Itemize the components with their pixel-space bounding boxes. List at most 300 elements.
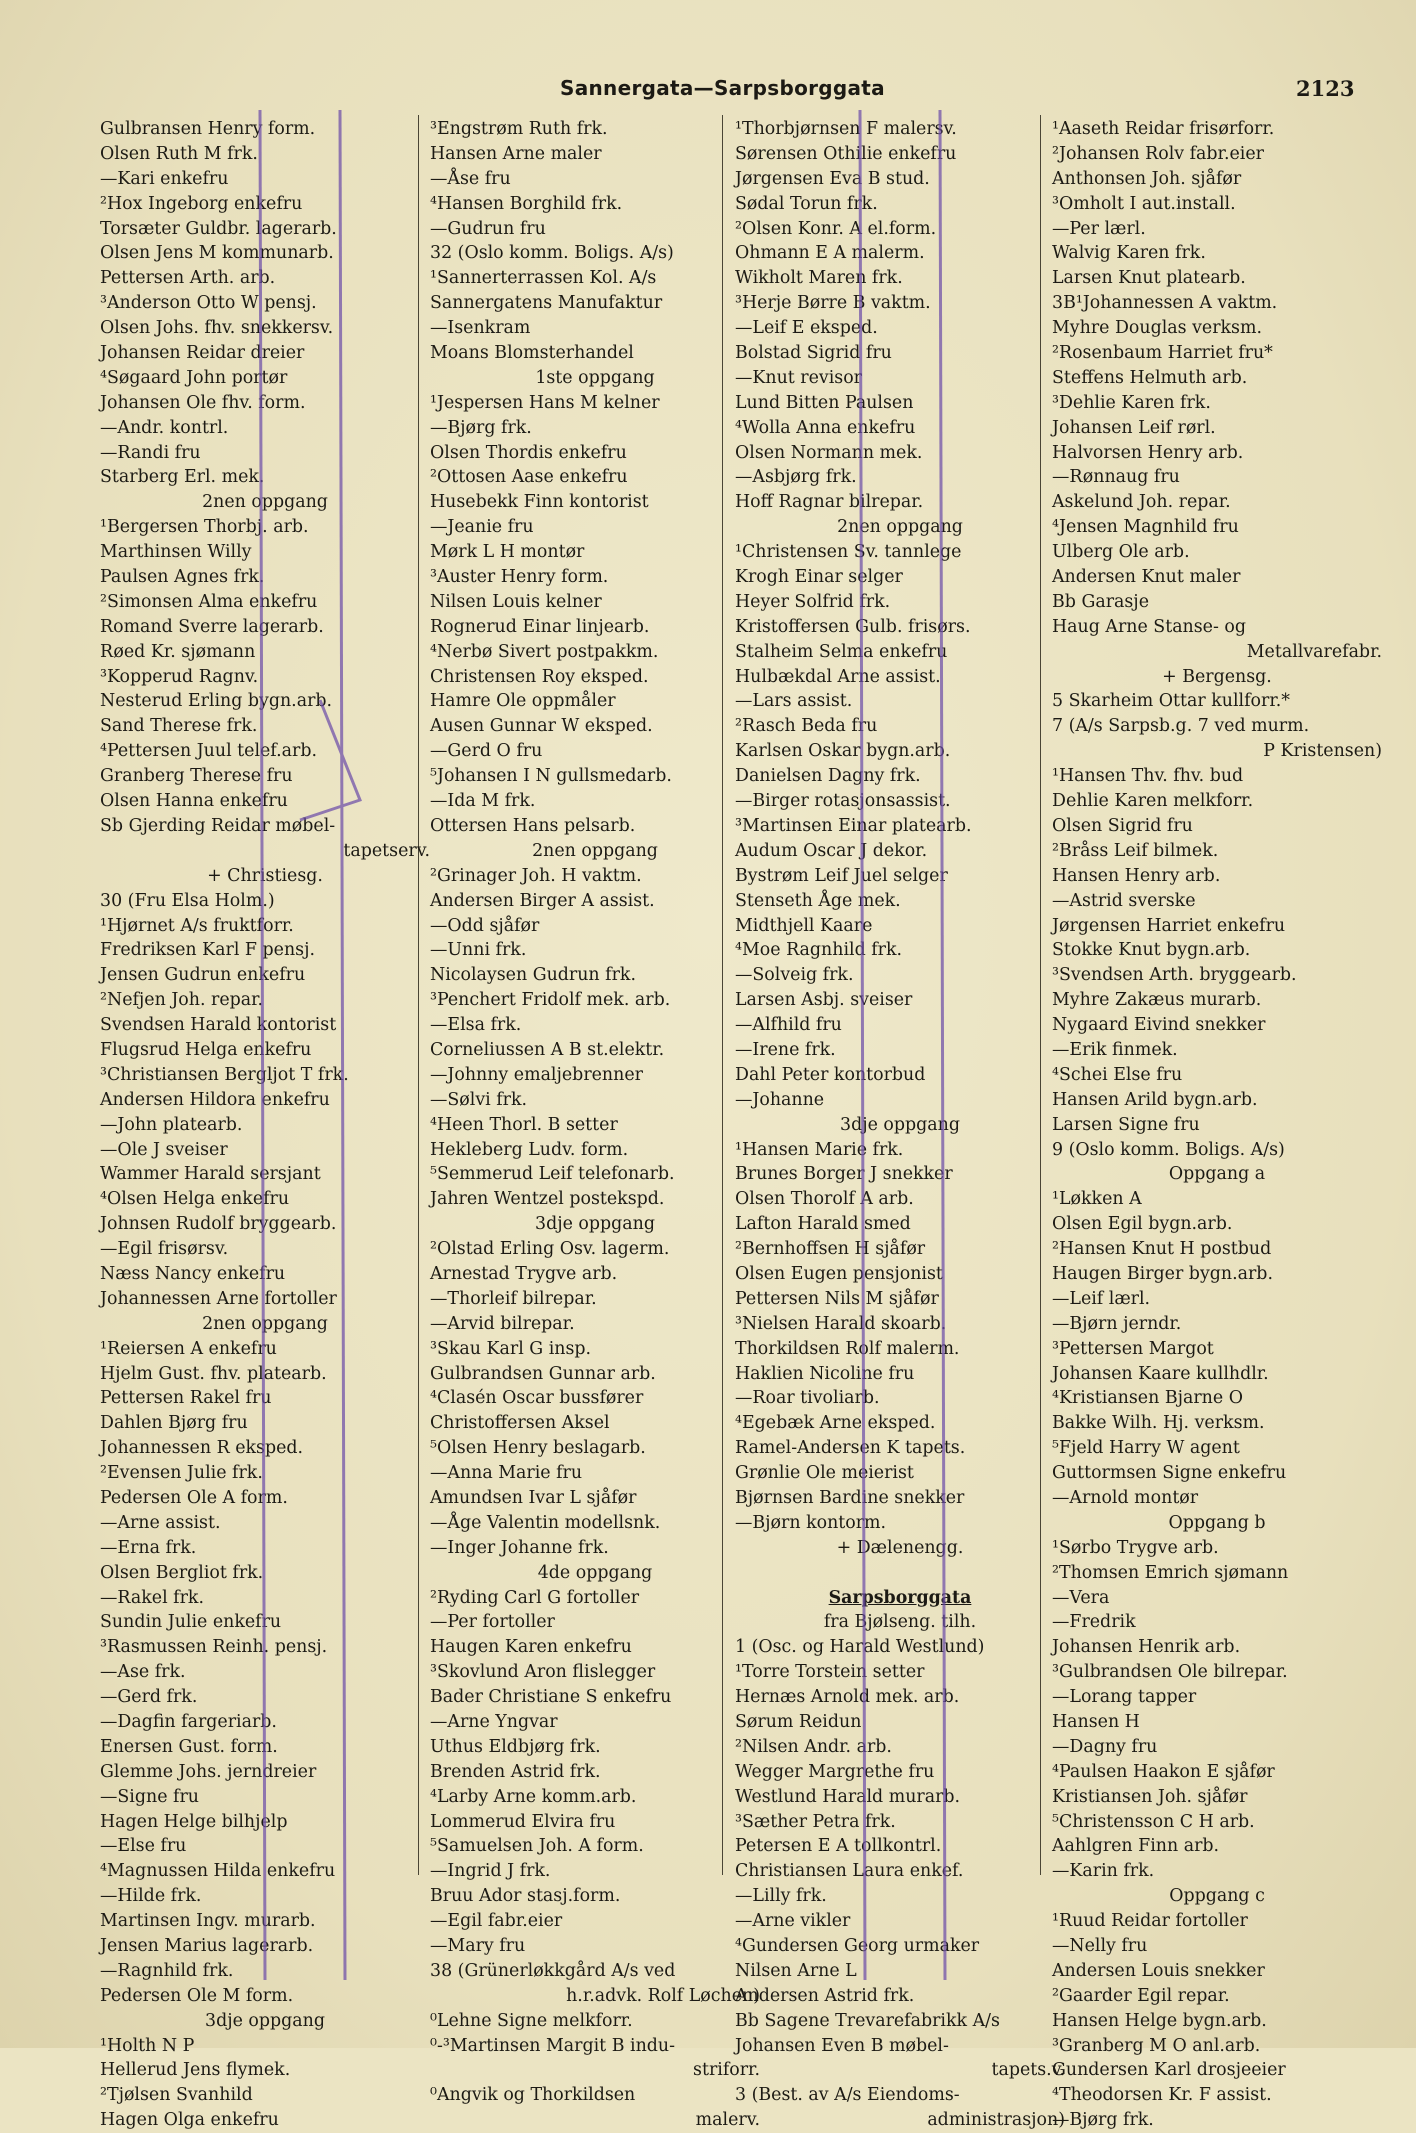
directory-entry: Rognerud Einar linjearb.: [430, 616, 650, 637]
directory-entry: ¹Thorbjørnsen F malersv.: [735, 119, 957, 139]
directory-entry: ¹Jespersen Hans M kelner: [430, 392, 660, 413]
directory-entry: Petersen E A tollkontrl.: [735, 1836, 942, 1857]
directory-entry: fra Bjølseng. tilh.: [823, 1612, 977, 1633]
directory-entry: ⁴Moe Ragnhild frk.: [735, 940, 903, 961]
directory-entry: Bb Garasje: [1052, 591, 1149, 612]
directory-entry: —Odd sjåfør: [430, 915, 540, 936]
directory-entry: —Nelly fru: [1052, 1936, 1148, 1957]
directory-entry: Sundin Julie enkefru: [100, 1612, 282, 1633]
directory-entry: Ohmann E A malerm.: [735, 243, 925, 264]
directory-column-4: [1052, 117, 1382, 2133]
directory-column-2: [430, 117, 760, 2133]
directory-entry: Haugen Birger bygn.arb.: [1052, 1263, 1273, 1284]
directory-entry: ²Hansen Knut H postbud: [1052, 1239, 1272, 1260]
directory-entry: Næss Nancy enkefru: [100, 1263, 286, 1284]
directory-entry: —Elsa frk.: [430, 1015, 522, 1036]
directory-entry: —Ida M frk.: [430, 791, 536, 812]
directory-entry: ⁴Theodorsen Kr. F assist.: [1052, 2085, 1272, 2106]
directory-entry: ³Penchert Fridolf mek. arb.: [430, 990, 671, 1011]
directory-entry: Westlund Harald murarb.: [735, 1786, 961, 1807]
directory-entry: ⁴Wolla Anna enkefru: [735, 417, 916, 438]
directory-entry: ²Bernhoffsen H sjåfør: [735, 1239, 926, 1260]
directory-entry: —Alfhild fru: [735, 1015, 842, 1036]
directory-entry: —Mary fru: [430, 1936, 526, 1957]
directory-entry: ³Omholt I aut.install.: [1052, 193, 1236, 214]
directory-entry: Stenseth Åge mek.: [735, 890, 901, 911]
directory-entry: ⁴Søgaard John portør: [100, 367, 288, 388]
directory-entry: striforr.: [693, 2060, 760, 2081]
directory-entry: Olsen Jens M kommunarb.: [100, 243, 334, 264]
directory-entry: Wammer Harald sersjant: [100, 1164, 321, 1185]
directory-entry: ³Kopperud Ragnv.: [100, 666, 259, 687]
directory-entry: —Johanne: [735, 1089, 825, 1110]
directory-entry: ⁵Samuelsen Joh. A form.: [430, 1836, 644, 1857]
directory-entry: Uthus Eldbjørg frk.: [430, 1736, 601, 1757]
directory-entry: Sørensen Othilie enkefru: [735, 143, 957, 164]
directory-entry: Karlsen Oskar bygn.arb.: [735, 741, 951, 762]
directory-entry: Andersen Astrid frk.: [735, 1985, 915, 2006]
directory-entry: Pettersen Nils M sjåfør: [735, 1288, 939, 1309]
directory-entry: Hansen Henry arb.: [1052, 865, 1221, 886]
directory-entry: Myhre Douglas verksm.: [1052, 318, 1263, 339]
directory-entry: Jensen Gudrun enkefru: [100, 965, 306, 986]
directory-entry: Sannergatens Manufaktur: [430, 293, 663, 314]
directory-entry: Marthinsen Willy: [100, 542, 252, 563]
directory-entry: Bakke Wilh. Hj. verksm.: [1052, 1413, 1265, 1434]
directory-entry: Hagen Helge bilhjelp: [100, 1811, 288, 1832]
directory-entry: —Leif E eksped.: [735, 318, 878, 339]
directory-entry: —Åse fru: [430, 168, 511, 189]
directory-entry: —Per fortoller: [430, 1612, 555, 1633]
directory-entry: ³Gulbrandsen Ole bilrepar.: [1052, 1662, 1288, 1683]
directory-entry: Hekleberg Ludv. form.: [430, 1139, 629, 1160]
directory-entry: 32 (Oslo komm. Boligs. A/s): [430, 243, 674, 264]
directory-entry: Sødal Torun frk.: [735, 193, 878, 214]
directory-entry: ⁴Kristiansen Bjarne O: [1052, 1388, 1243, 1409]
directory-entry: ¹Reiersen A enkefru: [100, 1338, 277, 1359]
directory-entry: Olsen Thordis enkefru: [430, 442, 627, 463]
directory-entry: ³Skau Karl G insp.: [430, 1338, 592, 1359]
street-heading: Sarpsborggata: [828, 1587, 972, 1608]
directory-entry: P Kristensen): [1263, 741, 1382, 762]
directory-entry: Krogh Einar selger: [735, 567, 903, 588]
directory-entry: administrasjon): [927, 2110, 1065, 2131]
directory-entry: Husebekk Finn kontorist: [430, 492, 649, 513]
directory-entry: Aahlgren Finn arb.: [1052, 1836, 1220, 1857]
directory-entry: ⁴Hansen Borghild frk.: [430, 193, 623, 214]
directory-entry: Bruu Ador stasj.form.: [430, 1886, 621, 1907]
directory-entry: ¹Sørbo Trygve arb.: [1052, 1537, 1219, 1558]
directory-entry: Danielsen Dagny frk.: [735, 766, 921, 787]
directory-entry: —Unni frk.: [430, 940, 527, 961]
directory-entry: ³Svendsen Arth. bryggearb.: [1052, 965, 1297, 986]
directory-entry: Hansen Arne maler: [430, 143, 602, 164]
directory-entry: —Arnold montør: [1052, 1487, 1199, 1508]
directory-entry: Halvorsen Henry arb.: [1052, 442, 1244, 463]
directory-entry: Torsæter Guldbr. lagerarb.: [100, 218, 337, 239]
pencil-marks: [240, 100, 440, 2000]
directory-entry: ³Sæther Petra frk.: [735, 1811, 896, 1832]
directory-entry: ³Pettersen Margot: [1052, 1338, 1214, 1359]
directory-entry: Pettersen Rakel fru: [100, 1388, 272, 1409]
directory-entry: Olsen Sigrid fru: [1052, 815, 1193, 836]
directory-entry: ⁴Paulsen Haakon E sjåfør: [1052, 1761, 1275, 1782]
directory-entry: 2nen oppgang: [202, 1313, 328, 1334]
directory-entry: Hamre Ole oppmåler: [430, 691, 616, 712]
directory-entry: Johansen Henrik arb.: [1052, 1637, 1241, 1658]
directory-entry: Larsen Asbj. sveiser: [735, 990, 913, 1011]
directory-entry: + Bergensg.: [1162, 666, 1272, 687]
directory-entry: ³Dehlie Karen frk.: [1052, 392, 1211, 413]
directory-entry: Pedersen Ole A form.: [100, 1487, 288, 1508]
directory-entry: Glemme Johs. jerndreier: [100, 1761, 317, 1782]
directory-entry: Corneliussen A B st.elektr.: [430, 1039, 665, 1060]
directory-entry: Wegger Margrethe fru: [735, 1761, 935, 1782]
directory-entry: ⁵Fjeld Harry W agent: [1052, 1438, 1240, 1459]
directory-entry: —Sølvi frk.: [430, 1089, 528, 1110]
directory-entry: Bolstad Sigrid fru: [735, 343, 892, 364]
directory-entry: ³Engstrøm Ruth frk.: [430, 119, 608, 139]
directory-entry: Dahl Peter kontorbud: [735, 1064, 926, 1085]
directory-entry: —Gerd O fru: [430, 741, 543, 762]
pencil-marks: [840, 100, 1040, 2000]
directory-entry: Johannessen Arne fortoller: [100, 1288, 337, 1309]
directory-entry: Bjørnsen Bardine snekker: [735, 1487, 965, 1508]
directory-entry: Andersen Birger A assist.: [430, 890, 655, 911]
directory-entry: Haug Arne Stanse- og: [1052, 616, 1246, 637]
directory-entry: ²Tjølsen Svanhild: [100, 2085, 253, 2106]
directory-entry: —Fredrik: [1052, 1612, 1136, 1633]
directory-entry: 3dje oppgang: [535, 1214, 655, 1235]
directory-entry: ²Grinager Joh. H vaktm.: [430, 865, 642, 886]
directory-entry: Johansen Ole fhv. form.: [100, 392, 306, 413]
directory-entry: —Ase frk.: [100, 1662, 186, 1683]
directory-entry: Johansen Even B møbel-: [735, 2035, 949, 2056]
directory-entry: 5 Skarheim Ottar kullforr.*: [1052, 691, 1290, 712]
directory-entry: Dehlie Karen melkforr.: [1052, 791, 1254, 812]
directory-entry: ⁴Gundersen Georg urmaker: [735, 1936, 980, 1957]
directory-entry: ¹Torre Torstein setter: [735, 1662, 925, 1683]
directory-entry: Starberg Erl. mek.: [100, 467, 265, 488]
directory-entry: ⁵Johansen I N gullsmedarb.: [430, 766, 672, 787]
directory-entry: —Randi fru: [100, 442, 201, 463]
directory-entry: 30 (Fru Elsa Holm.): [100, 890, 275, 911]
directory-entry: Andersen Louis snekker: [1052, 1960, 1265, 1981]
directory-entry: Nicolaysen Gudrun frk.: [430, 965, 636, 986]
directory-entry: Olsen Johs. fhv. snekkersv.: [100, 318, 334, 339]
directory-entry: —Åge Valentin modellsnk.: [430, 1512, 661, 1533]
directory-entry: Hansen Arild bygn.arb.: [1052, 1089, 1258, 1110]
directory-entry: Olsen Normann mek.: [735, 442, 923, 463]
directory-entry: Johansen Reidar dreier: [100, 343, 305, 364]
directory-entry: —Jeanie fru: [430, 517, 534, 538]
directory-entry: —Dagny fru: [1052, 1736, 1158, 1757]
directory-entry: —Signe fru: [100, 1786, 199, 1807]
directory-entry: Nygaard Eivind snekker: [1052, 1015, 1266, 1036]
directory-entry: Haugen Karen enkefru: [430, 1637, 632, 1658]
directory-entry: Christensen Roy eksped.: [430, 666, 649, 687]
directory-entry: Wikholt Maren frk.: [735, 268, 903, 289]
directory-entry: Brenden Astrid frk.: [430, 1761, 601, 1782]
directory-entry: Sand Therese frk.: [100, 716, 258, 737]
directory-entry: Enersen Gust. form.: [100, 1736, 278, 1757]
directory-entry: —John platearb.: [100, 1114, 243, 1135]
directory-entry: —Isenkram: [430, 318, 531, 339]
directory-entry: Granberg Therese fru: [100, 766, 293, 787]
directory-entry: Olsen Bergliot frk.: [100, 1562, 264, 1583]
page-number: 2123: [1296, 76, 1355, 101]
directory-entry: Flugsrud Helga enkefru: [100, 1039, 312, 1060]
directory-entry: 1ste oppgang: [535, 367, 655, 388]
directory-entry: Heyer Solfrid frk.: [735, 591, 891, 612]
directory-entry: Romand Sverre lagerarb.: [100, 616, 324, 637]
directory-entry: —Irene frk.: [735, 1039, 836, 1060]
directory-entry: —Else fru: [100, 1836, 187, 1857]
directory-entry: —Rakel frk.: [100, 1587, 204, 1608]
directory-entry: Guttormsen Signe enkefru: [1052, 1463, 1287, 1484]
directory-entry: —Egil frisørsv.: [100, 1239, 229, 1260]
directory-entry: Larsen Signe fru: [1052, 1114, 1200, 1135]
directory-entry: ²Ryding Carl G fortoller: [430, 1587, 640, 1608]
directory-entry: —Arvid bilrepar.: [430, 1313, 575, 1334]
directory-entry: —Erna frk.: [100, 1537, 197, 1558]
directory-entry: —Bjørg frk.: [430, 417, 532, 438]
directory-entry: Gulbransen Henry form.: [100, 119, 316, 139]
directory-entry: Bb Sagene Trevarefabrikk A/s: [735, 2010, 1000, 2031]
directory-entry: Thorkildsen Rolf malerm.: [735, 1338, 960, 1359]
directory-entry: —Birger rotasjonsassist.: [735, 791, 951, 812]
directory-entry: ³Anderson Otto W pensj.: [100, 293, 317, 314]
directory-entry: Dahlen Bjørg fru: [100, 1413, 248, 1434]
directory-entry: ¹Hansen Marie frk.: [735, 1139, 904, 1160]
directory-entry: ⁴Heen Thorl. B setter: [430, 1114, 618, 1135]
directory-entry: —Astrid sverske: [1052, 890, 1196, 911]
directory-entry: Kristoffersen Gulb. frisørs.: [735, 616, 971, 637]
directory-entry: —Arne vikler: [735, 1911, 851, 1932]
directory-entry: Mørk L H montør: [430, 542, 585, 563]
directory-entry: Paulsen Agnes frk.: [100, 567, 265, 588]
directory-entry: ¹Bergersen Thorbj. arb.: [100, 517, 309, 538]
directory-entry: ⁴Jensen Magnhild fru: [1052, 517, 1239, 538]
directory-entry: —Egil fabr.eier: [430, 1911, 563, 1932]
directory-entry: ³Nielsen Harald skoarb.: [735, 1313, 947, 1334]
directory-entry: Nilsen Arne L: [735, 1960, 857, 1981]
directory-entry: 38 (Grünerløkkgård A/s ved: [430, 1960, 676, 1981]
directory-entry: —Andr. kontrl.: [100, 417, 229, 438]
directory-entry: ³Herje Børre B vaktm.: [735, 293, 931, 314]
directory-entry: 9 (Oslo komm. Boligs. A/s): [1052, 1139, 1285, 1160]
directory-entry: Hernæs Arnold mek. arb.: [735, 1687, 960, 1708]
directory-entry: ²Rasch Beda fru: [735, 716, 878, 737]
directory-entry: h.r.advk. Rolf Løchen): [566, 1985, 760, 2006]
directory-entry: ³Skovlund Aron flislegger: [430, 1662, 656, 1683]
directory-entry: Olsen Hanna enkefru: [100, 791, 288, 812]
directory-entry: ²Simonsen Alma enkefru: [100, 591, 318, 612]
directory-entry: Kristiansen Joh. sjåfør: [1052, 1786, 1248, 1807]
directory-entry: ⁴Nerbø Sivert postpakkm.: [430, 641, 659, 662]
directory-entry: ⁵Semmerud Leif telefonarb.: [430, 1164, 675, 1185]
directory-entry: —Roar tivoliarb.: [735, 1388, 880, 1409]
directory-entry: Haklien Nicoline fru: [735, 1363, 915, 1384]
directory-entry: Amundsen Ivar L sjåfør: [430, 1487, 637, 1508]
directory-entry: ²Gaarder Egil repar.: [1052, 1985, 1230, 2006]
page-title: Sannergata—Sarpsborggata: [560, 76, 885, 100]
directory-entry: —Karin frk.: [1052, 1861, 1155, 1882]
directory-entry: Christoffersen Aksel: [430, 1413, 610, 1434]
directory-entry: ²Hox Ingeborg enkefru: [100, 193, 303, 214]
directory-entry: ⁴Larby Arne komm.arb.: [430, 1786, 637, 1807]
directory-entry: Walvig Karen frk.: [1052, 243, 1206, 264]
directory-entry: Oppgang a: [1168, 1164, 1266, 1185]
directory-entry: ¹Holth N P: [100, 2035, 195, 2056]
directory-entry: —Bjørg frk.: [1052, 2110, 1154, 2131]
directory-entry: Jørgensen Harriet enkefru: [1052, 915, 1286, 936]
directory-entry: ⁴Clasén Oscar bussfører: [430, 1388, 644, 1409]
directory-entry: Hellerud Jens flymek.: [100, 2060, 291, 2081]
directory-entry: —Arne assist.: [100, 1512, 221, 1533]
directory-entry: ⁰Angvik og Thorkildsen: [430, 2085, 636, 2106]
directory-entry: ¹Sannerterrassen Kol. A/s: [430, 268, 657, 289]
directory-entry: ⁵Olsen Henry beslagarb.: [430, 1438, 646, 1459]
directory-entry: Pedersen Ole M form.: [100, 1985, 294, 2006]
directory-entry: Johansen Kaare kullhdlr.: [1052, 1363, 1269, 1384]
directory-entry: 3 (Best. av A/s Eiendoms-: [735, 2085, 960, 2106]
directory-entry: Pettersen Arth. arb.: [100, 268, 276, 289]
directory-entry: ¹Christensen Sv. tannlege: [735, 542, 962, 563]
directory-entry: Nesterud Erling bygn.arb.: [100, 691, 333, 712]
directory-entry: 3dje oppgang: [205, 2010, 325, 2031]
directory-entry: ³Rasmussen Reinh. pensj.: [100, 1637, 328, 1658]
directory-entry: Lommerud Elvira fru: [430, 1811, 616, 1832]
directory-entry: —Per lærl.: [1052, 218, 1146, 239]
directory-entry: ³Auster Henry form.: [430, 567, 609, 588]
directory-entry: Olsen Egil bygn.arb.: [1052, 1214, 1233, 1235]
directory-entry: ¹Ruud Reidar fortoller: [1052, 1911, 1248, 1932]
directory-entry: —Rønnaug fru: [1052, 467, 1180, 488]
directory-entry: Svendsen Harald kontorist: [100, 1015, 337, 1036]
directory-entry: Røed Kr. sjømann: [100, 641, 256, 662]
directory-entry: —Thorleif bilrepar.: [430, 1288, 597, 1309]
directory-entry: Bader Christiane S enkefru: [430, 1687, 672, 1708]
directory-entry: Andersen Knut maler: [1052, 567, 1241, 588]
directory-entry: ²Johansen Rolv fabr.eier: [1052, 143, 1264, 164]
directory-entry: Ottersen Hans pelsarb.: [430, 815, 636, 836]
directory-entry: ¹Aaseth Reidar frisørforr.: [1052, 119, 1275, 139]
directory-entry: —Kari enkefru: [100, 168, 229, 189]
directory-entry: Hansen H: [1052, 1712, 1140, 1732]
directory-entry: Anthonsen Joh. sjåfør: [1052, 168, 1242, 189]
directory-entry: tapets.v.: [991, 2060, 1065, 2081]
directory-entry: Sb Gjerding Reidar møbel-: [100, 815, 336, 836]
directory-entry: ²Nilsen Andr. arb.: [735, 1736, 892, 1757]
directory-entry: ⁴Olsen Helga enkefru: [100, 1189, 290, 1210]
directory-entry: —Ingrid J frk.: [430, 1861, 551, 1882]
directory-entry: 3B¹Johannessen A vaktm.: [1052, 293, 1278, 314]
directory-entry: Askelund Joh. repar.: [1052, 492, 1231, 513]
page-header: [0, 72, 1416, 112]
directory-entry: Hulbækdal Arne assist.: [735, 666, 941, 687]
directory-entry: Ramel-Andersen K tapets.: [735, 1438, 966, 1459]
directory-entry: —Erik finmek.: [1052, 1039, 1178, 1060]
directory-entry: 2nen oppgang: [837, 517, 963, 538]
directory-entry: Jahren Wentzel postekspd.: [430, 1189, 665, 1210]
directory-entry: 1 (Osc. og Harald Westlund): [735, 1637, 985, 1658]
directory-entry: Olsen Eugen pensjonist: [735, 1263, 943, 1284]
directory-entry: ¹Hjørnet A/s fruktforr.: [100, 915, 294, 936]
directory-entry: Hjelm Gust. fhv. platearb.: [100, 1363, 327, 1384]
directory-entry: ⁵Christensson C H arb.: [1052, 1811, 1255, 1832]
directory-entry: 2nen oppgang: [202, 492, 328, 513]
directory-entry: Bystrøm Leif Juel selger: [735, 865, 948, 886]
directory-entry: ²Nefjen Joh. repar.: [100, 990, 264, 1011]
directory-entry: —Solveig frk.: [735, 965, 854, 986]
directory-entry: Brunes Borger J snekker: [735, 1164, 953, 1185]
directory-entry: Johannessen R eksped.: [100, 1438, 304, 1459]
directory-entry: Metallvarefabr.: [1246, 641, 1382, 662]
directory-entry: Sørum Reidun: [735, 1712, 862, 1732]
directory-entry: + Dælenengg.: [836, 1537, 964, 1558]
directory-entry: —Ole J sveiser: [100, 1139, 228, 1160]
directory-entry: ²Ottosen Aase enkefru: [430, 467, 628, 488]
directory-entry: —Asbjørg frk.: [735, 467, 857, 488]
directory-entry: ⁴Magnussen Hilda enkefru: [100, 1861, 336, 1882]
directory-entry: Hoff Ragnar bilrepar.: [735, 492, 924, 513]
directory-entry: —Knut revisor: [735, 367, 862, 388]
directory-entry: Lafton Harald smed: [735, 1214, 911, 1235]
directory-entry: Larsen Knut platearb.: [1052, 268, 1246, 289]
directory-entry: Midthjell Kaare: [735, 915, 873, 936]
directory-entry: Gulbrandsen Gunnar arb.: [430, 1363, 656, 1384]
directory-entry: Andersen Hildora enkefru: [100, 1089, 330, 1110]
directory-entry: —Johnny emaljebrenner: [430, 1064, 643, 1085]
directory-entry: ²Evensen Julie frk.: [100, 1463, 263, 1484]
directory-entry: Ulberg Ole arb.: [1052, 542, 1190, 563]
directory-entry: Lund Bitten Paulsen: [735, 392, 914, 413]
directory-entry: —Lars assist.: [735, 691, 853, 712]
directory-entry: Hagen Olga enkefru: [100, 2110, 279, 2131]
directory-entry: ²Bråss Leif bilmek.: [1052, 840, 1219, 861]
directory-entry: ⁴Schei Else fru: [1052, 1064, 1183, 1085]
directory-entry: —Dagfin fargeriarb.: [100, 1712, 277, 1732]
directory-entry: tapetserv.: [343, 840, 430, 861]
directory-entry: —Anna Marie fru: [430, 1463, 583, 1484]
directory-entry: ³Martinsen Einar platearb.: [735, 815, 972, 836]
directory-entry: Jørgensen Eva B stud.: [735, 168, 930, 189]
directory-entry: Stokke Knut bygn.arb.: [1052, 940, 1251, 961]
directory-entry: Hansen Helge bygn.arb.: [1052, 2010, 1267, 2031]
directory-entry: —Bjørn kontorm.: [735, 1512, 887, 1533]
directory-entry: —Hilde frk.: [100, 1886, 202, 1907]
directory-entry: 4de oppgang: [537, 1562, 653, 1583]
directory-entry: Nilsen Louis kelner: [430, 591, 602, 612]
directory-entry: Audum Oscar J dekor.: [735, 840, 928, 861]
directory-entry: —Leif lærl.: [1052, 1288, 1151, 1309]
directory-entry: ¹Hansen Thv. fhv. bud: [1052, 766, 1244, 787]
directory-entry: ⁰Lehne Signe melkforr.: [430, 2010, 633, 2031]
directory-entry: Grønlie Ole meierist: [735, 1463, 914, 1484]
directory-entry: 3dje oppgang: [840, 1114, 960, 1135]
directory-entry: 7 (A/s Sarpsb.g. 7 ved murm.: [1052, 716, 1310, 737]
directory-entry: ³Granberg M O anl.arb.: [1052, 2035, 1261, 2056]
directory-entry: —Arne Yngvar: [430, 1712, 558, 1732]
directory-entry: Christiansen Laura enkef.: [735, 1861, 964, 1882]
directory-entry: malerv.: [695, 2110, 760, 2131]
directory-entry: —Inger Johanne frk.: [430, 1537, 609, 1558]
directory-entry: —Bjørn jerndr.: [1052, 1313, 1182, 1334]
directory-entry: ²Olsen Konr. A el.form.: [735, 218, 937, 239]
directory-entry: —Ragnhild frk.: [100, 1960, 234, 1981]
directory-entry: —Gerd frk.: [100, 1687, 198, 1708]
